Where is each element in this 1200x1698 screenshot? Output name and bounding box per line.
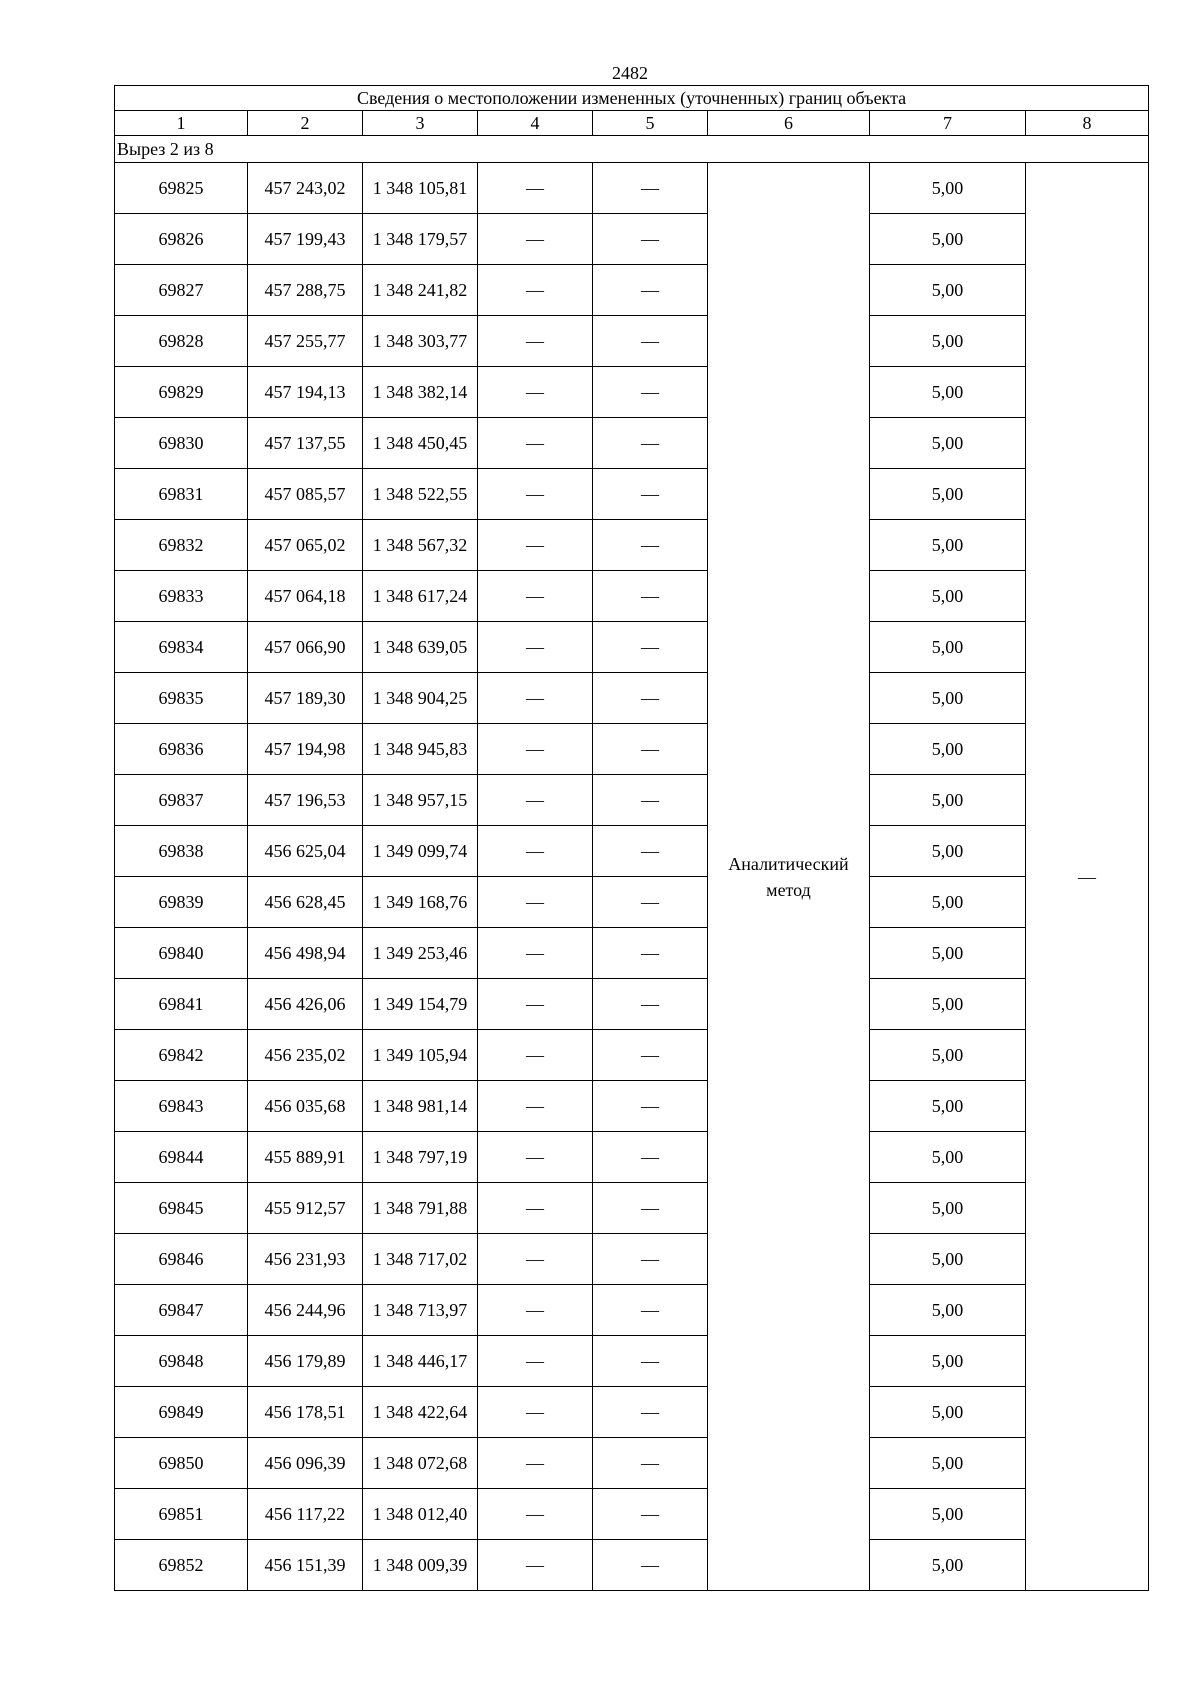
- column-7-cell: 5,00: [870, 163, 1026, 214]
- table-row: [115, 418, 1149, 469]
- y-coordinate-cell: 1 348 241,82: [363, 265, 478, 316]
- column-4-cell: —: [478, 877, 593, 928]
- point-number-cell: 69844: [115, 1132, 248, 1183]
- x-coordinate-cell: 457 288,75: [248, 265, 363, 316]
- column-4-cell: —: [478, 367, 593, 418]
- table-row: [115, 724, 1149, 775]
- y-coordinate-cell: 1 349 168,76: [363, 877, 478, 928]
- column-4-cell: —: [478, 826, 593, 877]
- x-coordinate-cell: 455 889,91: [248, 1132, 363, 1183]
- y-coordinate-cell: 1 348 957,15: [363, 775, 478, 826]
- table-row: [115, 520, 1149, 571]
- x-coordinate-cell: 457 066,90: [248, 622, 363, 673]
- column-number-row: [115, 111, 1149, 136]
- column-4-cell: —: [478, 1183, 593, 1234]
- y-coordinate-cell: 1 348 791,88: [363, 1183, 478, 1234]
- table-row: [115, 214, 1149, 265]
- column-5-cell: —: [593, 1540, 708, 1591]
- column-5-cell: —: [593, 1489, 708, 1540]
- column-7-cell: 5,00: [870, 877, 1026, 928]
- column-5-cell: —: [593, 826, 708, 877]
- point-number-cell: 69831: [115, 469, 248, 520]
- table-row: [115, 1387, 1149, 1438]
- column-7-cell: 5,00: [870, 469, 1026, 520]
- y-coordinate-cell: 1 348 904,25: [363, 673, 478, 724]
- column-5-cell: —: [593, 520, 708, 571]
- table-row: [115, 775, 1149, 826]
- y-coordinate-cell: 1 348 009,39: [363, 1540, 478, 1591]
- y-coordinate-cell: 1 348 617,24: [363, 571, 478, 622]
- column-5-cell: —: [593, 1132, 708, 1183]
- column-4-cell: —: [478, 1030, 593, 1081]
- y-coordinate-cell: 1 348 072,68: [363, 1438, 478, 1489]
- table-row: [115, 826, 1149, 877]
- column-7-cell: 5,00: [870, 1183, 1026, 1234]
- column-7-cell: 5,00: [870, 1285, 1026, 1336]
- column-4-cell: —: [478, 214, 593, 265]
- x-coordinate-cell: 457 065,02: [248, 520, 363, 571]
- point-number-cell: 69835: [115, 673, 248, 724]
- point-number-cell: 69848: [115, 1336, 248, 1387]
- y-coordinate-cell: 1 348 450,45: [363, 418, 478, 469]
- x-coordinate-cell: 456 035,68: [248, 1081, 363, 1132]
- x-coordinate-cell: 455 912,57: [248, 1183, 363, 1234]
- column-4-cell: —: [478, 979, 593, 1030]
- column-4-cell: —: [478, 1438, 593, 1489]
- x-coordinate-cell: 457 064,18: [248, 571, 363, 622]
- column-5-cell: —: [593, 1336, 708, 1387]
- y-coordinate-cell: 1 348 713,97: [363, 1285, 478, 1336]
- table-row: [115, 1540, 1149, 1591]
- column-4-cell: —: [478, 1387, 593, 1438]
- column-4-cell: —: [478, 928, 593, 979]
- point-number-cell: 69833: [115, 571, 248, 622]
- point-number-cell: 69843: [115, 1081, 248, 1132]
- point-number-cell: 69826: [115, 214, 248, 265]
- y-coordinate-cell: 1 349 105,94: [363, 1030, 478, 1081]
- column-5-cell: —: [593, 1081, 708, 1132]
- column-number-4: 4: [478, 111, 593, 136]
- column-7-cell: 5,00: [870, 826, 1026, 877]
- column-5-cell: —: [593, 316, 708, 367]
- column-7-cell: 5,00: [870, 622, 1026, 673]
- x-coordinate-cell: 456 179,89: [248, 1336, 363, 1387]
- table-row: [115, 1438, 1149, 1489]
- column-5-cell: —: [593, 265, 708, 316]
- x-coordinate-cell: 456 151,39: [248, 1540, 363, 1591]
- column-4-cell: —: [478, 571, 593, 622]
- column-5-cell: —: [593, 214, 708, 265]
- y-coordinate-cell: 1 348 012,40: [363, 1489, 478, 1540]
- y-coordinate-cell: 1 348 179,57: [363, 214, 478, 265]
- y-coordinate-cell: 1 348 522,55: [363, 469, 478, 520]
- table-row: [115, 316, 1149, 367]
- point-number-cell: 69841: [115, 979, 248, 1030]
- column-7-cell: 5,00: [870, 724, 1026, 775]
- x-coordinate-cell: 456 117,22: [248, 1489, 363, 1540]
- column-number-6: 6: [708, 111, 870, 136]
- y-coordinate-cell: 1 348 303,77: [363, 316, 478, 367]
- point-number-cell: 69838: [115, 826, 248, 877]
- table-row: [115, 1285, 1149, 1336]
- table-row: [115, 469, 1149, 520]
- column-5-cell: —: [593, 1438, 708, 1489]
- column-7-cell: 5,00: [870, 1387, 1026, 1438]
- x-coordinate-cell: 457 243,02: [248, 163, 363, 214]
- table-row: [115, 877, 1149, 928]
- column-5-cell: —: [593, 622, 708, 673]
- point-number-cell: 69825: [115, 163, 248, 214]
- column-5-cell: —: [593, 928, 708, 979]
- column-number-7: 7: [870, 111, 1026, 136]
- table-row: [115, 673, 1149, 724]
- x-coordinate-cell: 457 196,53: [248, 775, 363, 826]
- column-number-5: 5: [593, 111, 708, 136]
- x-coordinate-cell: 457 189,30: [248, 673, 363, 724]
- point-number-cell: 69830: [115, 418, 248, 469]
- column-4-cell: —: [478, 265, 593, 316]
- column-number-2: 2: [248, 111, 363, 136]
- column-5-cell: —: [593, 1387, 708, 1438]
- column-number-3: 3: [363, 111, 478, 136]
- y-coordinate-cell: 1 349 099,74: [363, 826, 478, 877]
- column-4-cell: —: [478, 622, 593, 673]
- x-coordinate-cell: 457 199,43: [248, 214, 363, 265]
- column-7-cell: 5,00: [870, 1081, 1026, 1132]
- section-label: Вырез 2 из 8: [115, 136, 1149, 163]
- x-coordinate-cell: 456 628,45: [248, 877, 363, 928]
- y-coordinate-cell: 1 348 945,83: [363, 724, 478, 775]
- point-number-cell: 69847: [115, 1285, 248, 1336]
- column-4-cell: —: [478, 1540, 593, 1591]
- x-coordinate-cell: 457 194,13: [248, 367, 363, 418]
- column-4-cell: —: [478, 316, 593, 367]
- column-7-cell: 5,00: [870, 1438, 1026, 1489]
- table-row: [115, 265, 1149, 316]
- point-number-cell: 69849: [115, 1387, 248, 1438]
- y-coordinate-cell: 1 348 717,02: [363, 1234, 478, 1285]
- column-7-cell: 5,00: [870, 928, 1026, 979]
- column-4-cell: —: [478, 1081, 593, 1132]
- column-4-cell: —: [478, 1336, 593, 1387]
- method-line-2: метод: [766, 879, 811, 900]
- x-coordinate-cell: 456 235,02: [248, 1030, 363, 1081]
- column-7-cell: 5,00: [870, 520, 1026, 571]
- column-4-cell: —: [478, 724, 593, 775]
- x-coordinate-cell: 457 137,55: [248, 418, 363, 469]
- table-row: [115, 367, 1149, 418]
- column-4-cell: —: [478, 418, 593, 469]
- column-4-cell: —: [478, 1489, 593, 1540]
- point-number-cell: 69846: [115, 1234, 248, 1285]
- y-coordinate-cell: 1 348 981,14: [363, 1081, 478, 1132]
- table-row: [115, 1183, 1149, 1234]
- column-7-cell: 5,00: [870, 316, 1026, 367]
- y-coordinate-cell: 1 349 154,79: [363, 979, 478, 1030]
- column-7-cell: 5,00: [870, 418, 1026, 469]
- point-number-cell: 69837: [115, 775, 248, 826]
- column-7-cell: 5,00: [870, 673, 1026, 724]
- table-row: [115, 571, 1149, 622]
- column-5-cell: —: [593, 1234, 708, 1285]
- column-5-cell: —: [593, 469, 708, 520]
- column-5-cell: —: [593, 1285, 708, 1336]
- column-number-8: 8: [1026, 111, 1149, 136]
- column-4-cell: —: [478, 673, 593, 724]
- table-row: [115, 1132, 1149, 1183]
- x-coordinate-cell: 457 255,77: [248, 316, 363, 367]
- column-5-cell: —: [593, 418, 708, 469]
- column-7-cell: 5,00: [870, 367, 1026, 418]
- column-5-cell: —: [593, 163, 708, 214]
- x-coordinate-cell: 456 244,96: [248, 1285, 363, 1336]
- y-coordinate-cell: 1 348 382,14: [363, 367, 478, 418]
- table-title: Сведения о местоположении измененных (уточненных) границ объекта: [115, 86, 1149, 111]
- y-coordinate-cell: 1 348 797,19: [363, 1132, 478, 1183]
- column-4-cell: —: [478, 1132, 593, 1183]
- column-5-cell: —: [593, 1183, 708, 1234]
- column-7-cell: 5,00: [870, 979, 1026, 1030]
- column-8-cell: —: [1026, 163, 1149, 1591]
- boundary-coordinates-table: [114, 85, 1149, 1591]
- column-7-cell: 5,00: [870, 1234, 1026, 1285]
- x-coordinate-cell: 456 426,06: [248, 979, 363, 1030]
- point-number-cell: 69850: [115, 1438, 248, 1489]
- x-coordinate-cell: 456 096,39: [248, 1438, 363, 1489]
- column-5-cell: —: [593, 367, 708, 418]
- y-coordinate-cell: 1 349 253,46: [363, 928, 478, 979]
- column-5-cell: —: [593, 1030, 708, 1081]
- x-coordinate-cell: 457 194,98: [248, 724, 363, 775]
- x-coordinate-cell: 456 178,51: [248, 1387, 363, 1438]
- column-5-cell: —: [593, 571, 708, 622]
- table-row: [115, 1336, 1149, 1387]
- y-coordinate-cell: 1 348 639,05: [363, 622, 478, 673]
- table-row: [115, 622, 1149, 673]
- point-number-cell: 69828: [115, 316, 248, 367]
- table-row: [115, 928, 1149, 979]
- table-row: [115, 979, 1149, 1030]
- point-number-cell: 69829: [115, 367, 248, 418]
- table-row: [115, 1030, 1149, 1081]
- point-number-cell: 69840: [115, 928, 248, 979]
- column-7-cell: 5,00: [870, 1132, 1026, 1183]
- point-number-cell: 69836: [115, 724, 248, 775]
- column-4-cell: —: [478, 163, 593, 214]
- column-7-cell: 5,00: [870, 1489, 1026, 1540]
- point-number-cell: 69851: [115, 1489, 248, 1540]
- y-coordinate-cell: 1 348 567,32: [363, 520, 478, 571]
- table-row: [115, 1489, 1149, 1540]
- column-7-cell: 5,00: [870, 571, 1026, 622]
- point-number-cell: 69827: [115, 265, 248, 316]
- column-7-cell: 5,00: [870, 265, 1026, 316]
- column-5-cell: —: [593, 724, 708, 775]
- point-number-cell: 69834: [115, 622, 248, 673]
- column-number-1: 1: [115, 111, 248, 136]
- column-5-cell: —: [593, 673, 708, 724]
- point-number-cell: 69839: [115, 877, 248, 928]
- table-row: [115, 1234, 1149, 1285]
- point-number-cell: 69832: [115, 520, 248, 571]
- column-4-cell: —: [478, 1234, 593, 1285]
- y-coordinate-cell: 1 348 422,64: [363, 1387, 478, 1438]
- x-coordinate-cell: 456 625,04: [248, 826, 363, 877]
- table-row: [115, 1081, 1149, 1132]
- column-4-cell: —: [478, 775, 593, 826]
- table-row: [115, 163, 1149, 214]
- column-7-cell: 5,00: [870, 775, 1026, 826]
- page-number: 2482: [612, 63, 648, 83]
- column-7-cell: 5,00: [870, 214, 1026, 265]
- column-5-cell: —: [593, 877, 708, 928]
- point-number-cell: 69852: [115, 1540, 248, 1591]
- column-4-cell: —: [478, 1285, 593, 1336]
- method-line-1: Аналитический: [728, 853, 849, 874]
- point-number-cell: 69845: [115, 1183, 248, 1234]
- point-number-cell: 69842: [115, 1030, 248, 1081]
- x-coordinate-cell: 456 231,93: [248, 1234, 363, 1285]
- y-coordinate-cell: 1 348 446,17: [363, 1336, 478, 1387]
- column-5-cell: —: [593, 775, 708, 826]
- column-7-cell: 5,00: [870, 1030, 1026, 1081]
- y-coordinate-cell: 1 348 105,81: [363, 163, 478, 214]
- column-4-cell: —: [478, 520, 593, 571]
- x-coordinate-cell: 457 085,57: [248, 469, 363, 520]
- column-7-cell: 5,00: [870, 1540, 1026, 1591]
- column-5-cell: —: [593, 979, 708, 1030]
- column-4-cell: —: [478, 469, 593, 520]
- x-coordinate-cell: 456 498,94: [248, 928, 363, 979]
- column-7-cell: 5,00: [870, 1336, 1026, 1387]
- method-cell: [708, 163, 870, 1591]
